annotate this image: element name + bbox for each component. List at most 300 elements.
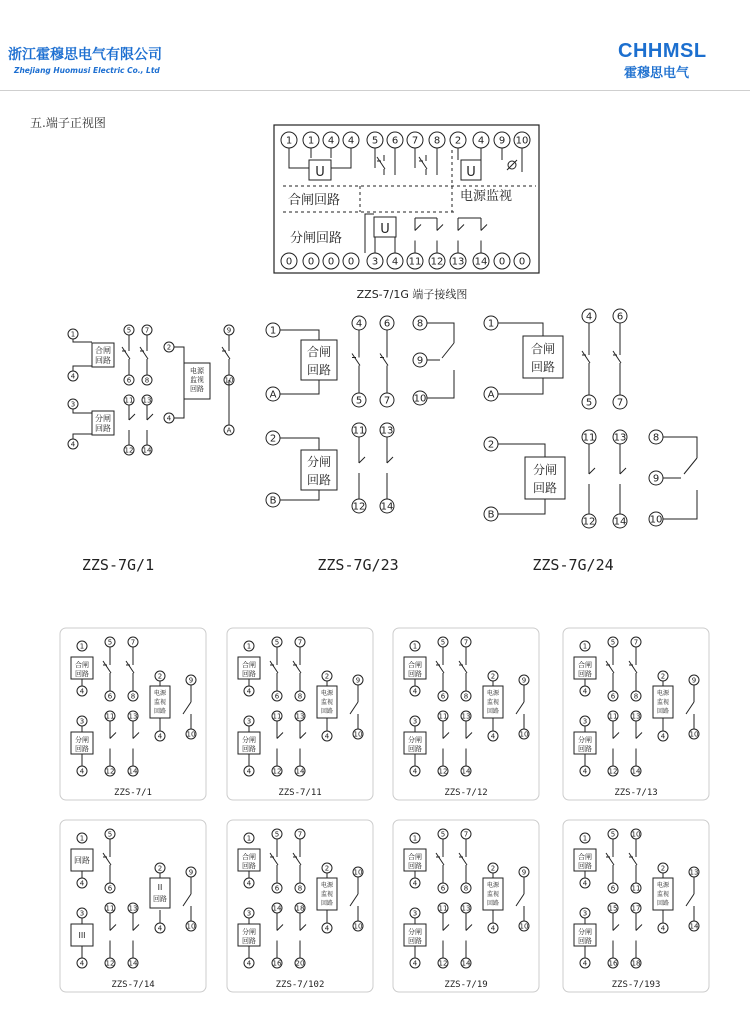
terminal-number: B bbox=[269, 495, 277, 507]
terminal-number: 3 bbox=[79, 909, 85, 918]
box-label: 分闸 bbox=[532, 463, 558, 477]
terminal-number: 6 bbox=[274, 884, 280, 893]
company-name-cn: 浙江霍穆思电气有限公司 bbox=[8, 47, 162, 63]
panel-zzs-7-12 bbox=[393, 628, 539, 800]
terminal-number: 12 bbox=[582, 516, 596, 528]
terminal-number: 4 bbox=[166, 414, 172, 423]
open-loop-label: 分闸回路 bbox=[290, 231, 343, 246]
terminal-number: 9 bbox=[521, 868, 527, 877]
terminal-number: 3 bbox=[371, 256, 379, 268]
terminal-number: 8 bbox=[144, 376, 150, 385]
terminal-number: 8 bbox=[463, 692, 469, 701]
wire bbox=[147, 414, 153, 420]
terminal-number: 12 bbox=[430, 256, 444, 268]
box-label: 回路 bbox=[242, 862, 256, 870]
terminal-number: 7 bbox=[383, 395, 391, 407]
terminal-number: 1 bbox=[307, 135, 315, 147]
terminal-number: 8 bbox=[652, 432, 660, 444]
terminal-number: 1 bbox=[246, 642, 252, 651]
box-label: 电源 bbox=[320, 690, 334, 697]
model-label-small: ZZS-7/19 bbox=[444, 980, 488, 990]
terminal-number: 4 bbox=[582, 767, 588, 776]
terminal-number: 14 bbox=[142, 446, 152, 455]
wire bbox=[663, 490, 697, 519]
wire bbox=[427, 370, 454, 398]
box-label: 回路 bbox=[95, 356, 111, 365]
box-label: 合闸 bbox=[578, 853, 592, 861]
terminal-number: 13 bbox=[461, 712, 471, 721]
terminal-number: 6 bbox=[440, 692, 446, 701]
box-label: 分闸 bbox=[95, 414, 111, 423]
terminal-number: 4 bbox=[582, 687, 588, 696]
terminal-number: 11 bbox=[438, 904, 448, 913]
model-label-large: ZZS-7G/24 bbox=[532, 556, 614, 574]
terminal-number: 1 bbox=[412, 642, 418, 651]
terminal-number: 2 bbox=[490, 864, 496, 873]
box-label: 分闸 bbox=[306, 455, 332, 469]
terminal-number: 1 bbox=[285, 135, 293, 147]
wire bbox=[174, 347, 184, 363]
terminal-number: 1 bbox=[79, 834, 85, 843]
terminal-number: 16 bbox=[272, 959, 282, 968]
terminal-number: 6 bbox=[107, 884, 113, 893]
terminal-number: 2 bbox=[490, 672, 496, 681]
terminal-number: 11 bbox=[582, 432, 596, 444]
box-label: 分闸 bbox=[408, 928, 422, 936]
terminal-number: 9 bbox=[188, 676, 194, 685]
box-label: 监视 bbox=[486, 699, 500, 706]
terminal-number: 10 bbox=[353, 922, 363, 931]
terminal-number: 10 bbox=[649, 514, 663, 526]
terminal-number: 14 bbox=[272, 904, 282, 913]
terminal-number: 7 bbox=[144, 326, 150, 335]
u-label: U bbox=[380, 222, 390, 237]
terminal-number: 0 bbox=[327, 256, 335, 268]
logo-text: CHHMSL bbox=[618, 40, 707, 62]
terminal-block bbox=[274, 125, 539, 301]
terminal-number: 4 bbox=[79, 959, 85, 968]
wire bbox=[280, 330, 319, 340]
terminal-number: 13 bbox=[128, 904, 138, 913]
terminal-number: A bbox=[487, 389, 495, 401]
terminal-number: 13 bbox=[295, 712, 305, 721]
box-label: 监视 bbox=[486, 891, 500, 898]
box-label: 回路 bbox=[242, 670, 256, 678]
terminal-number: 7 bbox=[463, 638, 469, 647]
terminal-number: 10 bbox=[519, 922, 529, 931]
terminal-number: 4 bbox=[79, 879, 85, 888]
terminal-number: 1 bbox=[487, 318, 495, 330]
terminal-number: 12 bbox=[272, 767, 282, 776]
box-label: 回路 bbox=[578, 670, 592, 678]
box-label: 回路 bbox=[153, 708, 167, 715]
wire bbox=[442, 343, 454, 358]
terminal-block-caption: ZZS-7/1G 端子接线图 bbox=[356, 288, 468, 301]
terminal-number: 10 bbox=[353, 868, 363, 877]
terminal-number: 3 bbox=[582, 717, 588, 726]
terminal-number: 12 bbox=[105, 767, 115, 776]
terminal-number: 7 bbox=[616, 397, 624, 409]
box-label: 回路 bbox=[320, 708, 334, 715]
wire bbox=[280, 380, 319, 394]
terminal-number: 7 bbox=[297, 638, 303, 647]
terminal-number: 7 bbox=[463, 830, 469, 839]
box-label: 监视 bbox=[656, 699, 670, 706]
box-label: 回路 bbox=[74, 856, 90, 865]
box-label: 回路 bbox=[408, 745, 422, 753]
terminal-number: 11 bbox=[105, 712, 115, 721]
box-label: 电源 bbox=[486, 690, 500, 697]
terminal-number: 6 bbox=[391, 135, 399, 147]
terminal-number: 9 bbox=[498, 135, 506, 147]
terminal-number: 3 bbox=[582, 909, 588, 918]
model-label-large: ZZS-7G/23 bbox=[317, 556, 399, 574]
wire bbox=[427, 323, 454, 343]
terminal-number: 9 bbox=[691, 676, 697, 685]
box-label: 电源 bbox=[656, 690, 670, 697]
terminal-number: 5 bbox=[610, 638, 616, 647]
box-label: 监视 bbox=[320, 891, 334, 898]
terminal-number: 10 bbox=[689, 730, 699, 739]
wire bbox=[620, 468, 626, 474]
terminal-number: 7 bbox=[411, 135, 419, 147]
wire bbox=[498, 444, 545, 457]
terminal-number: 0 bbox=[498, 256, 506, 268]
terminal-number: 7 bbox=[297, 830, 303, 839]
wire bbox=[387, 457, 393, 463]
terminal-number: 12 bbox=[124, 446, 134, 455]
terminal-number: 4 bbox=[324, 924, 330, 933]
terminal-number: 0 bbox=[285, 256, 293, 268]
panel-zzs-7-102 bbox=[227, 820, 373, 992]
wire bbox=[498, 378, 543, 394]
terminal-number: 5 bbox=[126, 326, 132, 335]
panel-zzs-7-11 bbox=[227, 628, 373, 800]
terminal-number: 9 bbox=[416, 355, 424, 367]
terminal-number: 8 bbox=[130, 692, 136, 701]
box-label: II bbox=[157, 883, 163, 892]
terminal-number: 4 bbox=[391, 256, 399, 268]
terminal-number: 8 bbox=[433, 135, 441, 147]
terminal-number: 8 bbox=[463, 884, 469, 893]
terminal-number: 18 bbox=[631, 959, 641, 968]
terminal-number: 14 bbox=[128, 767, 138, 776]
box-label: 合闸 bbox=[242, 661, 256, 669]
terminal-number: 14 bbox=[380, 501, 394, 513]
terminal-number: 3 bbox=[70, 400, 76, 409]
box-label: 合闸 bbox=[408, 853, 422, 861]
box-label: 电源 bbox=[190, 367, 204, 375]
company-name-en: Zhejiang Huomusi Electric Co., Ltd bbox=[14, 66, 160, 75]
terminal-number: 15 bbox=[608, 904, 618, 913]
terminal-number: 4 bbox=[582, 879, 588, 888]
terminal-number: 11 bbox=[105, 904, 115, 913]
model-label-large: ZZS-7G/1 bbox=[81, 556, 155, 574]
terminal-number: 3 bbox=[246, 909, 252, 918]
terminal-number: 4 bbox=[585, 311, 593, 323]
wire bbox=[589, 468, 595, 474]
terminal-number: 5 bbox=[371, 135, 379, 147]
terminal-number: 2 bbox=[660, 672, 666, 681]
wire bbox=[684, 458, 697, 474]
terminal-number: 4 bbox=[246, 687, 252, 696]
terminal-number: 8 bbox=[633, 692, 639, 701]
terminal-number: 12 bbox=[438, 767, 448, 776]
terminal-number: 6 bbox=[610, 884, 616, 893]
terminal-number: 1 bbox=[582, 834, 588, 843]
terminal-number: 4 bbox=[347, 135, 355, 147]
diagram-zzs-7g-1 bbox=[68, 325, 234, 455]
terminal-number: 9 bbox=[652, 473, 660, 485]
box-label: III bbox=[78, 931, 86, 940]
terminal-number: 11 bbox=[608, 712, 618, 721]
box-label: 回路 bbox=[95, 424, 111, 433]
terminal-number: 9 bbox=[355, 676, 361, 685]
wire bbox=[73, 434, 92, 439]
terminal-number: 9 bbox=[226, 326, 232, 335]
terminal-number: 1 bbox=[79, 642, 85, 651]
terminal-number: 2 bbox=[157, 864, 163, 873]
terminal-number: 4 bbox=[412, 959, 418, 968]
terminal-number: 4 bbox=[79, 767, 85, 776]
terminal-number: A bbox=[226, 426, 232, 435]
box-label: 电源 bbox=[656, 882, 670, 889]
box-label: 回路 bbox=[530, 360, 556, 374]
terminal-number: 5 bbox=[440, 830, 446, 839]
terminal-number: 7 bbox=[633, 638, 639, 647]
terminal-number: 17 bbox=[631, 904, 641, 913]
terminal-number: 14 bbox=[128, 959, 138, 968]
model-label-small: ZZS-7/193 bbox=[611, 980, 661, 990]
box-label: 回路 bbox=[486, 900, 500, 907]
box-label: 回路 bbox=[320, 900, 334, 907]
terminal-number: 16 bbox=[608, 959, 618, 968]
terminal-number: 12 bbox=[105, 959, 115, 968]
terminal-number: 5 bbox=[107, 830, 113, 839]
terminal-number: 10 bbox=[519, 730, 529, 739]
box-label: 回路 bbox=[408, 937, 422, 945]
terminal-number: A bbox=[269, 389, 277, 401]
logo-text-cn: 霍穆思电气 bbox=[624, 66, 690, 81]
terminal-number: 4 bbox=[157, 732, 163, 741]
box-label: 回路 bbox=[242, 937, 256, 945]
u-label: U bbox=[466, 165, 476, 180]
panel-zzs-7-1 bbox=[60, 628, 206, 800]
terminal-number: 4 bbox=[412, 879, 418, 888]
box-label: 分闸 bbox=[242, 736, 256, 744]
box-label: 回路 bbox=[190, 385, 204, 393]
terminal-number: 1 bbox=[70, 330, 76, 339]
box-label: 回路 bbox=[486, 708, 500, 715]
terminal-number: 2 bbox=[157, 672, 163, 681]
terminal-number: 2 bbox=[454, 135, 462, 147]
section-title: 五.端子正视图 bbox=[30, 116, 106, 130]
box-label: 电源 bbox=[320, 882, 334, 889]
wire bbox=[359, 457, 365, 463]
terminal-number: 13 bbox=[631, 712, 641, 721]
terminal-number: 4 bbox=[324, 732, 330, 741]
u-label: U bbox=[315, 165, 325, 180]
terminal-number: 13 bbox=[128, 712, 138, 721]
power-monitor-label: 电源监视 bbox=[460, 189, 513, 204]
box-label: 分闸 bbox=[242, 928, 256, 936]
model-label-small: ZZS-7/14 bbox=[111, 980, 155, 990]
terminal-number: 0 bbox=[307, 256, 315, 268]
wire bbox=[498, 323, 543, 336]
terminal-number: 4 bbox=[70, 440, 76, 449]
terminal-number: 4 bbox=[490, 924, 496, 933]
terminal-number: 12 bbox=[352, 501, 366, 513]
box-label: 电源 bbox=[153, 690, 167, 697]
terminal-number: 5 bbox=[440, 638, 446, 647]
wire bbox=[73, 409, 92, 413]
box-label: 分闸 bbox=[578, 928, 592, 936]
box-label: 合闸 bbox=[408, 661, 422, 669]
terminal-number: 11 bbox=[438, 712, 448, 721]
terminal-number: 5 bbox=[355, 395, 363, 407]
box-label: 监视 bbox=[320, 699, 334, 706]
terminal-number: 13 bbox=[451, 256, 465, 268]
wire bbox=[280, 438, 319, 450]
terminal-number: 1 bbox=[582, 642, 588, 651]
terminal-number: 10 bbox=[186, 730, 196, 739]
box-label: 分闸 bbox=[408, 736, 422, 744]
terminal-number: 5 bbox=[610, 830, 616, 839]
model-label-small: ZZS-7/1 bbox=[114, 788, 152, 798]
terminal-number: 11 bbox=[631, 884, 641, 893]
terminal-number: 4 bbox=[412, 687, 418, 696]
terminal-number: 9 bbox=[188, 868, 194, 877]
terminal-number: 12 bbox=[608, 767, 618, 776]
box-label: 回路 bbox=[306, 473, 332, 487]
terminal-number: 8 bbox=[416, 318, 424, 330]
terminal-number: 7 bbox=[130, 638, 136, 647]
terminal-number: 0 bbox=[518, 256, 526, 268]
terminal-number: 9 bbox=[521, 676, 527, 685]
wire bbox=[280, 490, 319, 500]
terminal-number: 5 bbox=[107, 638, 113, 647]
terminal-number: 2 bbox=[324, 672, 330, 681]
wire bbox=[73, 366, 92, 371]
terminal-number: 12 bbox=[438, 959, 448, 968]
box-label: 回路 bbox=[578, 862, 592, 870]
box-label: 监视 bbox=[656, 891, 670, 898]
terminal-number: 14 bbox=[474, 256, 488, 268]
box-label: 监视 bbox=[190, 376, 204, 384]
wire bbox=[73, 339, 92, 342]
terminal-number: 4 bbox=[412, 767, 418, 776]
box-label: 分闸 bbox=[578, 736, 592, 744]
box-label: 合闸 bbox=[306, 345, 332, 359]
terminal-number: 0 bbox=[347, 256, 355, 268]
box-label: 合闸 bbox=[95, 346, 111, 355]
terminal-number: 13 bbox=[142, 396, 152, 405]
terminal-number: 4 bbox=[246, 959, 252, 968]
terminal-number: 6 bbox=[126, 376, 132, 385]
terminal-number: 6 bbox=[274, 692, 280, 701]
box-label: 合闸 bbox=[242, 853, 256, 861]
terminal-number: 4 bbox=[157, 924, 163, 933]
terminal-number: 1 bbox=[246, 834, 252, 843]
terminal-number: 4 bbox=[327, 135, 335, 147]
terminal-number: 4 bbox=[79, 687, 85, 696]
diagram-zzs-7g-23 bbox=[266, 316, 454, 513]
terminal-number: 4 bbox=[246, 767, 252, 776]
terminal-number: 10 bbox=[186, 922, 196, 931]
terminal-number: 14 bbox=[295, 767, 305, 776]
terminal-number: 2 bbox=[269, 433, 277, 445]
wire bbox=[174, 398, 184, 418]
terminal-number: 2 bbox=[324, 864, 330, 873]
box-label: 回路 bbox=[153, 895, 167, 903]
box-label: 回路 bbox=[75, 670, 89, 678]
terminal-number: 6 bbox=[107, 692, 113, 701]
terminal-number: 11 bbox=[408, 256, 422, 268]
terminal-number: 1 bbox=[269, 325, 277, 337]
panel-zzs-7-19 bbox=[393, 820, 539, 992]
wire bbox=[129, 414, 135, 420]
terminal-number: 11 bbox=[124, 396, 134, 405]
box-label: 合闸 bbox=[530, 342, 556, 356]
terminal-number: 11 bbox=[352, 425, 366, 437]
wire bbox=[663, 437, 697, 458]
box-label: 回路 bbox=[656, 708, 670, 715]
terminal-number: 2 bbox=[487, 439, 495, 451]
panel-zzs-7-14 bbox=[60, 820, 206, 992]
terminal-number: 6 bbox=[440, 884, 446, 893]
terminal-number: 6 bbox=[616, 311, 624, 323]
wire bbox=[498, 499, 545, 514]
terminal-number: 5 bbox=[274, 830, 280, 839]
terminal-number: 10 bbox=[515, 135, 529, 147]
terminal-number: 20 bbox=[295, 959, 305, 968]
terminal-number: 3 bbox=[412, 909, 418, 918]
terminal-number: 5 bbox=[585, 397, 593, 409]
box-label: 回路 bbox=[656, 900, 670, 907]
box-label: 电源 bbox=[486, 882, 500, 889]
diagram-zzs-7g-24 bbox=[484, 309, 697, 528]
model-label-small: ZZS-7/13 bbox=[614, 788, 658, 798]
terminal-number: 5 bbox=[274, 638, 280, 647]
box-label: 回路 bbox=[306, 363, 332, 377]
box-label: 回路 bbox=[242, 745, 256, 753]
terminal-number: 3 bbox=[246, 717, 252, 726]
box-label: 回路 bbox=[408, 670, 422, 678]
model-label-small: ZZS-7/12 bbox=[444, 788, 488, 798]
terminal-number: 4 bbox=[660, 732, 666, 741]
terminal-number: 4 bbox=[355, 318, 363, 330]
box-label: 分闸 bbox=[75, 736, 89, 744]
box-label: 合闸 bbox=[578, 661, 592, 669]
terminal-number: 10 bbox=[353, 730, 363, 739]
terminal-number: 2 bbox=[166, 343, 172, 352]
terminal-number: 6 bbox=[383, 318, 391, 330]
terminal-number: 13 bbox=[461, 904, 471, 913]
terminal-number: 4 bbox=[582, 959, 588, 968]
terminal-number: 14 bbox=[613, 516, 627, 528]
panel-zzs-7-193 bbox=[563, 820, 709, 992]
terminal-number: 14 bbox=[461, 959, 471, 968]
box-label: 回路 bbox=[578, 745, 592, 753]
terminal-number: B bbox=[487, 509, 495, 521]
model-label-small: ZZS-7/102 bbox=[275, 980, 325, 990]
box-label: 回路 bbox=[532, 481, 558, 495]
panel-zzs-7-13 bbox=[563, 628, 709, 800]
terminal-number: 14 bbox=[631, 767, 641, 776]
box-label: 回路 bbox=[578, 937, 592, 945]
terminal-number: 13 bbox=[613, 432, 627, 444]
terminal-number: 4 bbox=[660, 924, 666, 933]
